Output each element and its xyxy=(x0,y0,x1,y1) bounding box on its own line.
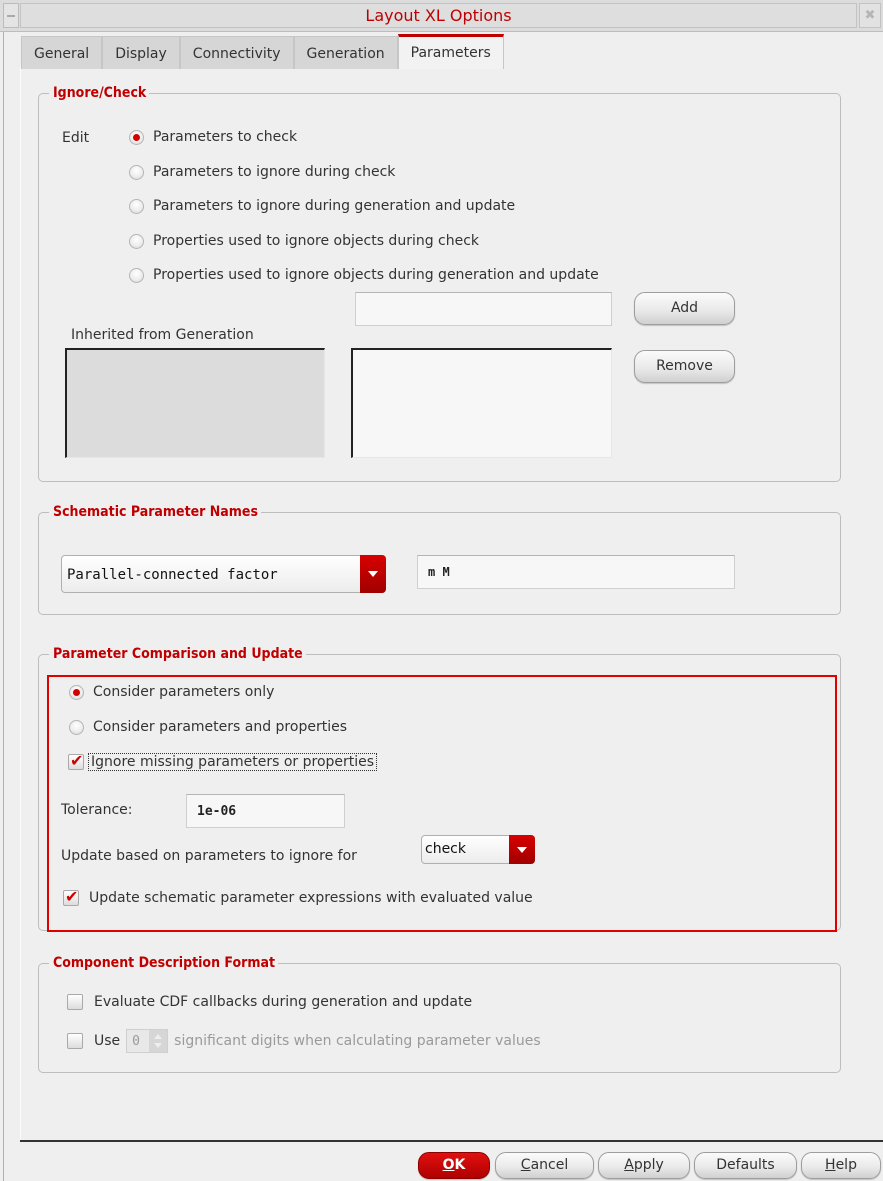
apply-button[interactable] xyxy=(598,1152,690,1179)
use-digits-checkbox[interactable] xyxy=(67,1033,83,1049)
window-frame xyxy=(3,32,4,1181)
ignore-check-title: Ignore/Check xyxy=(53,85,147,101)
parameter-names-field[interactable]: m M xyxy=(417,555,735,589)
radio-consider-parameters-and-properties[interactable] xyxy=(69,719,347,735)
checkbox-unchecked[interactable] xyxy=(67,994,83,1010)
help-rest: elp xyxy=(835,1157,857,1173)
ok-rest: K xyxy=(454,1157,466,1173)
tab-general[interactable]: General xyxy=(21,36,102,69)
radio-params-ignore-check[interactable] xyxy=(129,164,395,180)
close-icon[interactable]: ✖ xyxy=(859,3,881,28)
radio-label: Properties used to ignore objects during check xyxy=(153,233,480,249)
radio-button[interactable] xyxy=(129,268,144,283)
radio-params-ignore-generation[interactable] xyxy=(129,198,515,214)
cancel-mnemonic: C xyxy=(520,1157,531,1173)
use-label: Use xyxy=(94,1033,121,1049)
update-based-on-label: Update based on parameters to ignore for xyxy=(61,848,357,864)
radio-props-ignore-check[interactable] xyxy=(129,233,479,249)
tab-generation[interactable]: Generation xyxy=(294,36,398,69)
dropdown-value: check xyxy=(425,841,466,857)
parameter-comparison-title: Parameter Comparison and Update xyxy=(53,646,303,662)
checkbox-checked[interactable] xyxy=(68,754,84,770)
radio-consider-parameters-only[interactable] xyxy=(69,684,274,700)
help-mnemonic: H xyxy=(825,1157,836,1173)
radio-label: Properties used to ignore objects during generation and update xyxy=(153,267,599,283)
radio-parameters-to-check[interactable] xyxy=(129,129,297,145)
spinbox-arrows-icon[interactable] xyxy=(149,1030,167,1052)
evaluate-cdf-callbacks-checkbox[interactable] xyxy=(67,994,472,1010)
update-expressions-checkbox[interactable] xyxy=(63,890,533,906)
update-based-on-dropdown[interactable] xyxy=(421,835,535,864)
inherited-list[interactable] xyxy=(65,348,325,458)
tab-bar xyxy=(21,34,504,67)
title-bar xyxy=(0,0,883,32)
parameter-entry-field[interactable] xyxy=(355,292,612,326)
checkbox-label: Ignore missing parameters or properties xyxy=(88,753,377,771)
window-title: Layout XL Options xyxy=(20,3,857,28)
radio-button-selected[interactable] xyxy=(69,685,84,700)
cdf-title: Component Description Format xyxy=(53,955,275,971)
radio-label: Consider parameters only xyxy=(93,684,275,700)
apply-mnemonic: A xyxy=(624,1157,634,1173)
radio-label: Consider parameters and properties xyxy=(93,719,347,735)
radio-label: Parameters to check xyxy=(153,129,298,145)
remove-button[interactable]: Remove xyxy=(634,350,735,383)
defaults-button[interactable]: Defaults xyxy=(694,1152,797,1179)
ok-mnemonic: O xyxy=(442,1157,455,1173)
edit-label: Edit xyxy=(62,130,90,146)
ok-button[interactable] xyxy=(418,1152,490,1179)
chevron-down-icon[interactable] xyxy=(509,835,535,864)
apply-rest: pply xyxy=(633,1157,664,1173)
use-significant-digits-row xyxy=(67,1029,541,1053)
schematic-parameter-names-title: Schematic Parameter Names xyxy=(53,504,258,520)
add-button[interactable]: Add xyxy=(634,292,735,325)
significant-digits-spinbox[interactable] xyxy=(126,1029,168,1053)
tolerance-field[interactable]: 1e-06 xyxy=(186,794,345,828)
inherited-from-generation-label: Inherited from Generation xyxy=(71,327,254,343)
parameter-list[interactable] xyxy=(351,348,612,458)
help-button[interactable] xyxy=(801,1152,881,1179)
radio-button-selected[interactable] xyxy=(129,130,144,145)
checkbox-checked[interactable] xyxy=(63,890,79,906)
significant-digits-label: significant digits when calculating parameter values xyxy=(174,1033,541,1049)
dropdown-value: Parallel-connected factor xyxy=(67,567,278,583)
chevron-down-icon[interactable] xyxy=(360,555,386,593)
spinbox-value: 0 xyxy=(132,1033,140,1049)
radio-label: Parameters to ignore during check xyxy=(153,164,396,180)
cdf-group xyxy=(38,955,841,1073)
checkbox-label: Update schematic parameter expressions with evaluated value xyxy=(89,890,533,906)
radio-button[interactable] xyxy=(129,165,144,180)
radio-label: Parameters to ignore during generation and update xyxy=(153,198,516,214)
radio-button[interactable] xyxy=(129,234,144,249)
tolerance-label: Tolerance: xyxy=(61,802,133,818)
ignore-missing-checkbox[interactable] xyxy=(68,753,377,771)
separator xyxy=(20,1140,883,1142)
radio-props-ignore-generation[interactable] xyxy=(129,267,599,283)
cancel-button[interactable] xyxy=(495,1152,594,1179)
cancel-rest: ancel xyxy=(530,1157,569,1173)
tab-connectivity[interactable]: Connectivity xyxy=(180,36,294,69)
radio-button[interactable] xyxy=(69,720,84,735)
radio-button[interactable] xyxy=(129,199,144,214)
window-menu-icon[interactable] xyxy=(3,3,19,28)
checkbox-label: Evaluate CDF callbacks during generation and update xyxy=(94,994,473,1010)
parameter-type-dropdown[interactable] xyxy=(61,555,386,593)
tab-display[interactable]: Display xyxy=(102,36,180,69)
tab-parameters[interactable]: Parameters xyxy=(398,34,504,69)
